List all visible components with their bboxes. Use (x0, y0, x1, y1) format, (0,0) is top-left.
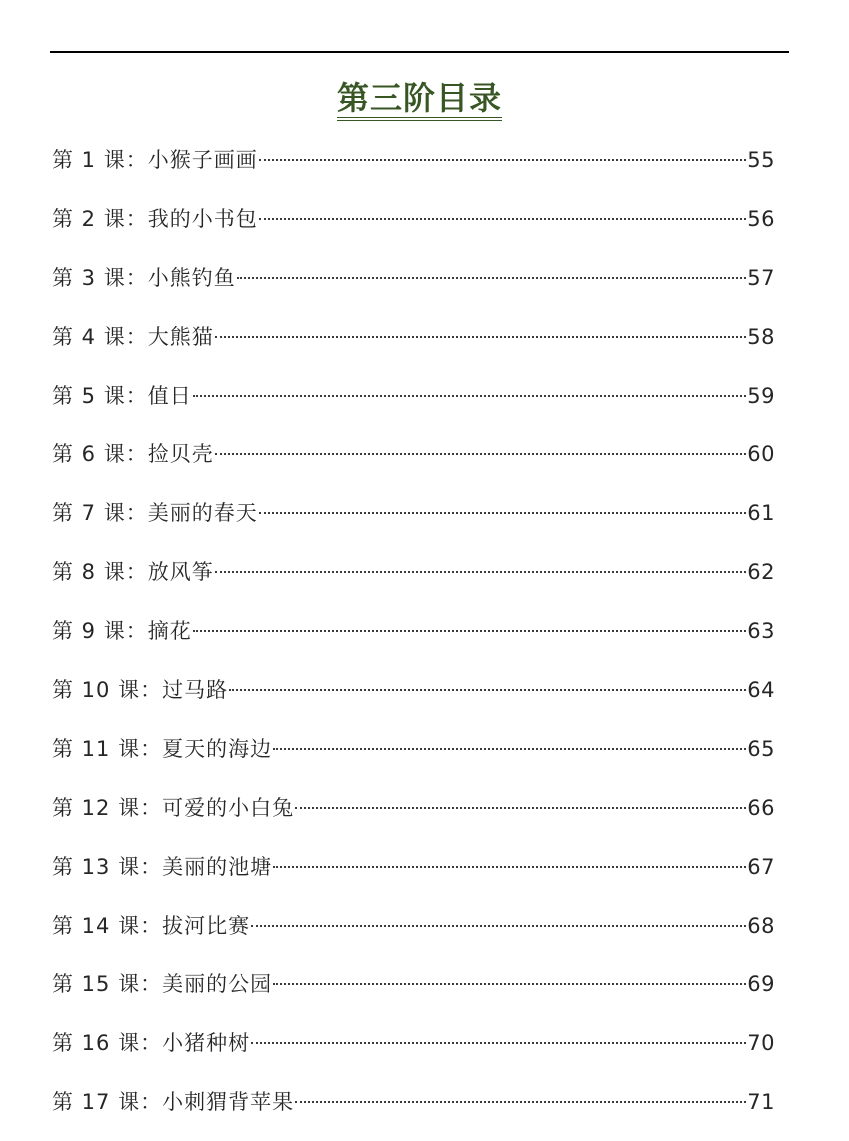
entry-label: 第 15 课：美丽的公园 (52, 972, 273, 997)
entry-page-number: 59 (747, 383, 775, 408)
entry-label: 第 8 课：放风筝 (52, 560, 214, 585)
toc-entry-11[interactable] (52, 729, 775, 788)
toc-entry-12[interactable] (52, 788, 775, 847)
dot-leader (193, 395, 747, 397)
entry-page-number: 66 (747, 795, 775, 820)
entry-label: 第 5 课：值日 (52, 383, 192, 408)
entry-page-number: 65 (747, 736, 775, 761)
toc-title (0, 76, 839, 121)
entry-label: 第 16 课：小猪种树 (52, 1031, 251, 1056)
toc-entry-3[interactable] (52, 258, 775, 317)
toc-entry-2[interactable] (52, 199, 775, 258)
entry-page-number: 68 (747, 913, 775, 938)
toc-list (52, 140, 775, 1141)
dot-leader (273, 866, 746, 868)
dot-leader (237, 277, 747, 279)
dot-leader (259, 512, 747, 514)
entry-label: 第 12 课：可爱的小白兔 (52, 795, 295, 820)
entry-label: 第 10 课：过马路 (52, 678, 229, 703)
entry-page-number: 60 (747, 442, 775, 467)
entry-label: 第 14 课：拔河比赛 (52, 913, 251, 938)
toc-title-text: 第三阶目录 (337, 79, 502, 121)
toc-entry-6[interactable] (52, 434, 775, 493)
entry-page-number: 71 (747, 1090, 775, 1115)
entry-label: 第 13 课：美丽的池塘 (52, 854, 273, 879)
dot-leader (273, 983, 746, 985)
toc-entry-8[interactable] (52, 552, 775, 611)
entry-page-number: 69 (747, 972, 775, 997)
toc-entry-5[interactable] (52, 376, 775, 435)
dot-leader (259, 218, 747, 220)
entry-page-number: 64 (747, 678, 775, 703)
dot-leader (215, 336, 747, 338)
entry-page-number: 67 (747, 854, 775, 879)
entry-page-number: 57 (747, 265, 775, 290)
entry-page-number: 56 (747, 206, 775, 231)
entry-page-number: 61 (747, 501, 775, 526)
dot-leader (273, 748, 746, 750)
dot-leader (215, 453, 747, 455)
toc-entry-1[interactable] (52, 140, 775, 199)
entry-label: 第 17 课：小刺猬背苹果 (52, 1090, 295, 1115)
entry-label: 第 3 课：小熊钓鱼 (52, 265, 236, 290)
entry-page-number: 58 (747, 324, 775, 349)
dot-leader (295, 807, 746, 809)
entry-label: 第 9 课：摘花 (52, 619, 192, 644)
toc-entry-4[interactable] (52, 317, 775, 376)
entry-label: 第 2 课：我的小书包 (52, 206, 258, 231)
toc-entry-16[interactable] (52, 1023, 775, 1082)
dot-leader (229, 689, 746, 691)
toc-entry-13[interactable] (52, 847, 775, 906)
dot-leader (193, 630, 747, 632)
entry-label: 第 7 课：美丽的春天 (52, 501, 258, 526)
toc-entry-9[interactable] (52, 611, 775, 670)
toc-entry-10[interactable] (52, 670, 775, 729)
dot-leader (215, 571, 747, 573)
toc-entry-15[interactable] (52, 964, 775, 1023)
entry-label: 第 4 课：大熊猫 (52, 324, 214, 349)
entry-page-number: 70 (747, 1031, 775, 1056)
entry-page-number: 63 (747, 619, 775, 644)
dot-leader (251, 925, 746, 927)
dot-leader (259, 159, 747, 161)
entry-page-number: 55 (747, 148, 775, 172)
header-rule (50, 51, 789, 53)
entry-page-number: 62 (747, 560, 775, 585)
dot-leader (295, 1101, 746, 1103)
entry-label: 第 6 课：捡贝壳 (52, 442, 214, 467)
toc-entry-7[interactable] (52, 493, 775, 552)
dot-leader (251, 1042, 746, 1044)
entry-label: 第 11 课：夏天的海边 (52, 736, 273, 761)
entry-label: 第 1 课：小猴子画画 (52, 148, 258, 172)
toc-entry-17[interactable] (52, 1082, 775, 1141)
toc-entry-14[interactable] (52, 906, 775, 965)
